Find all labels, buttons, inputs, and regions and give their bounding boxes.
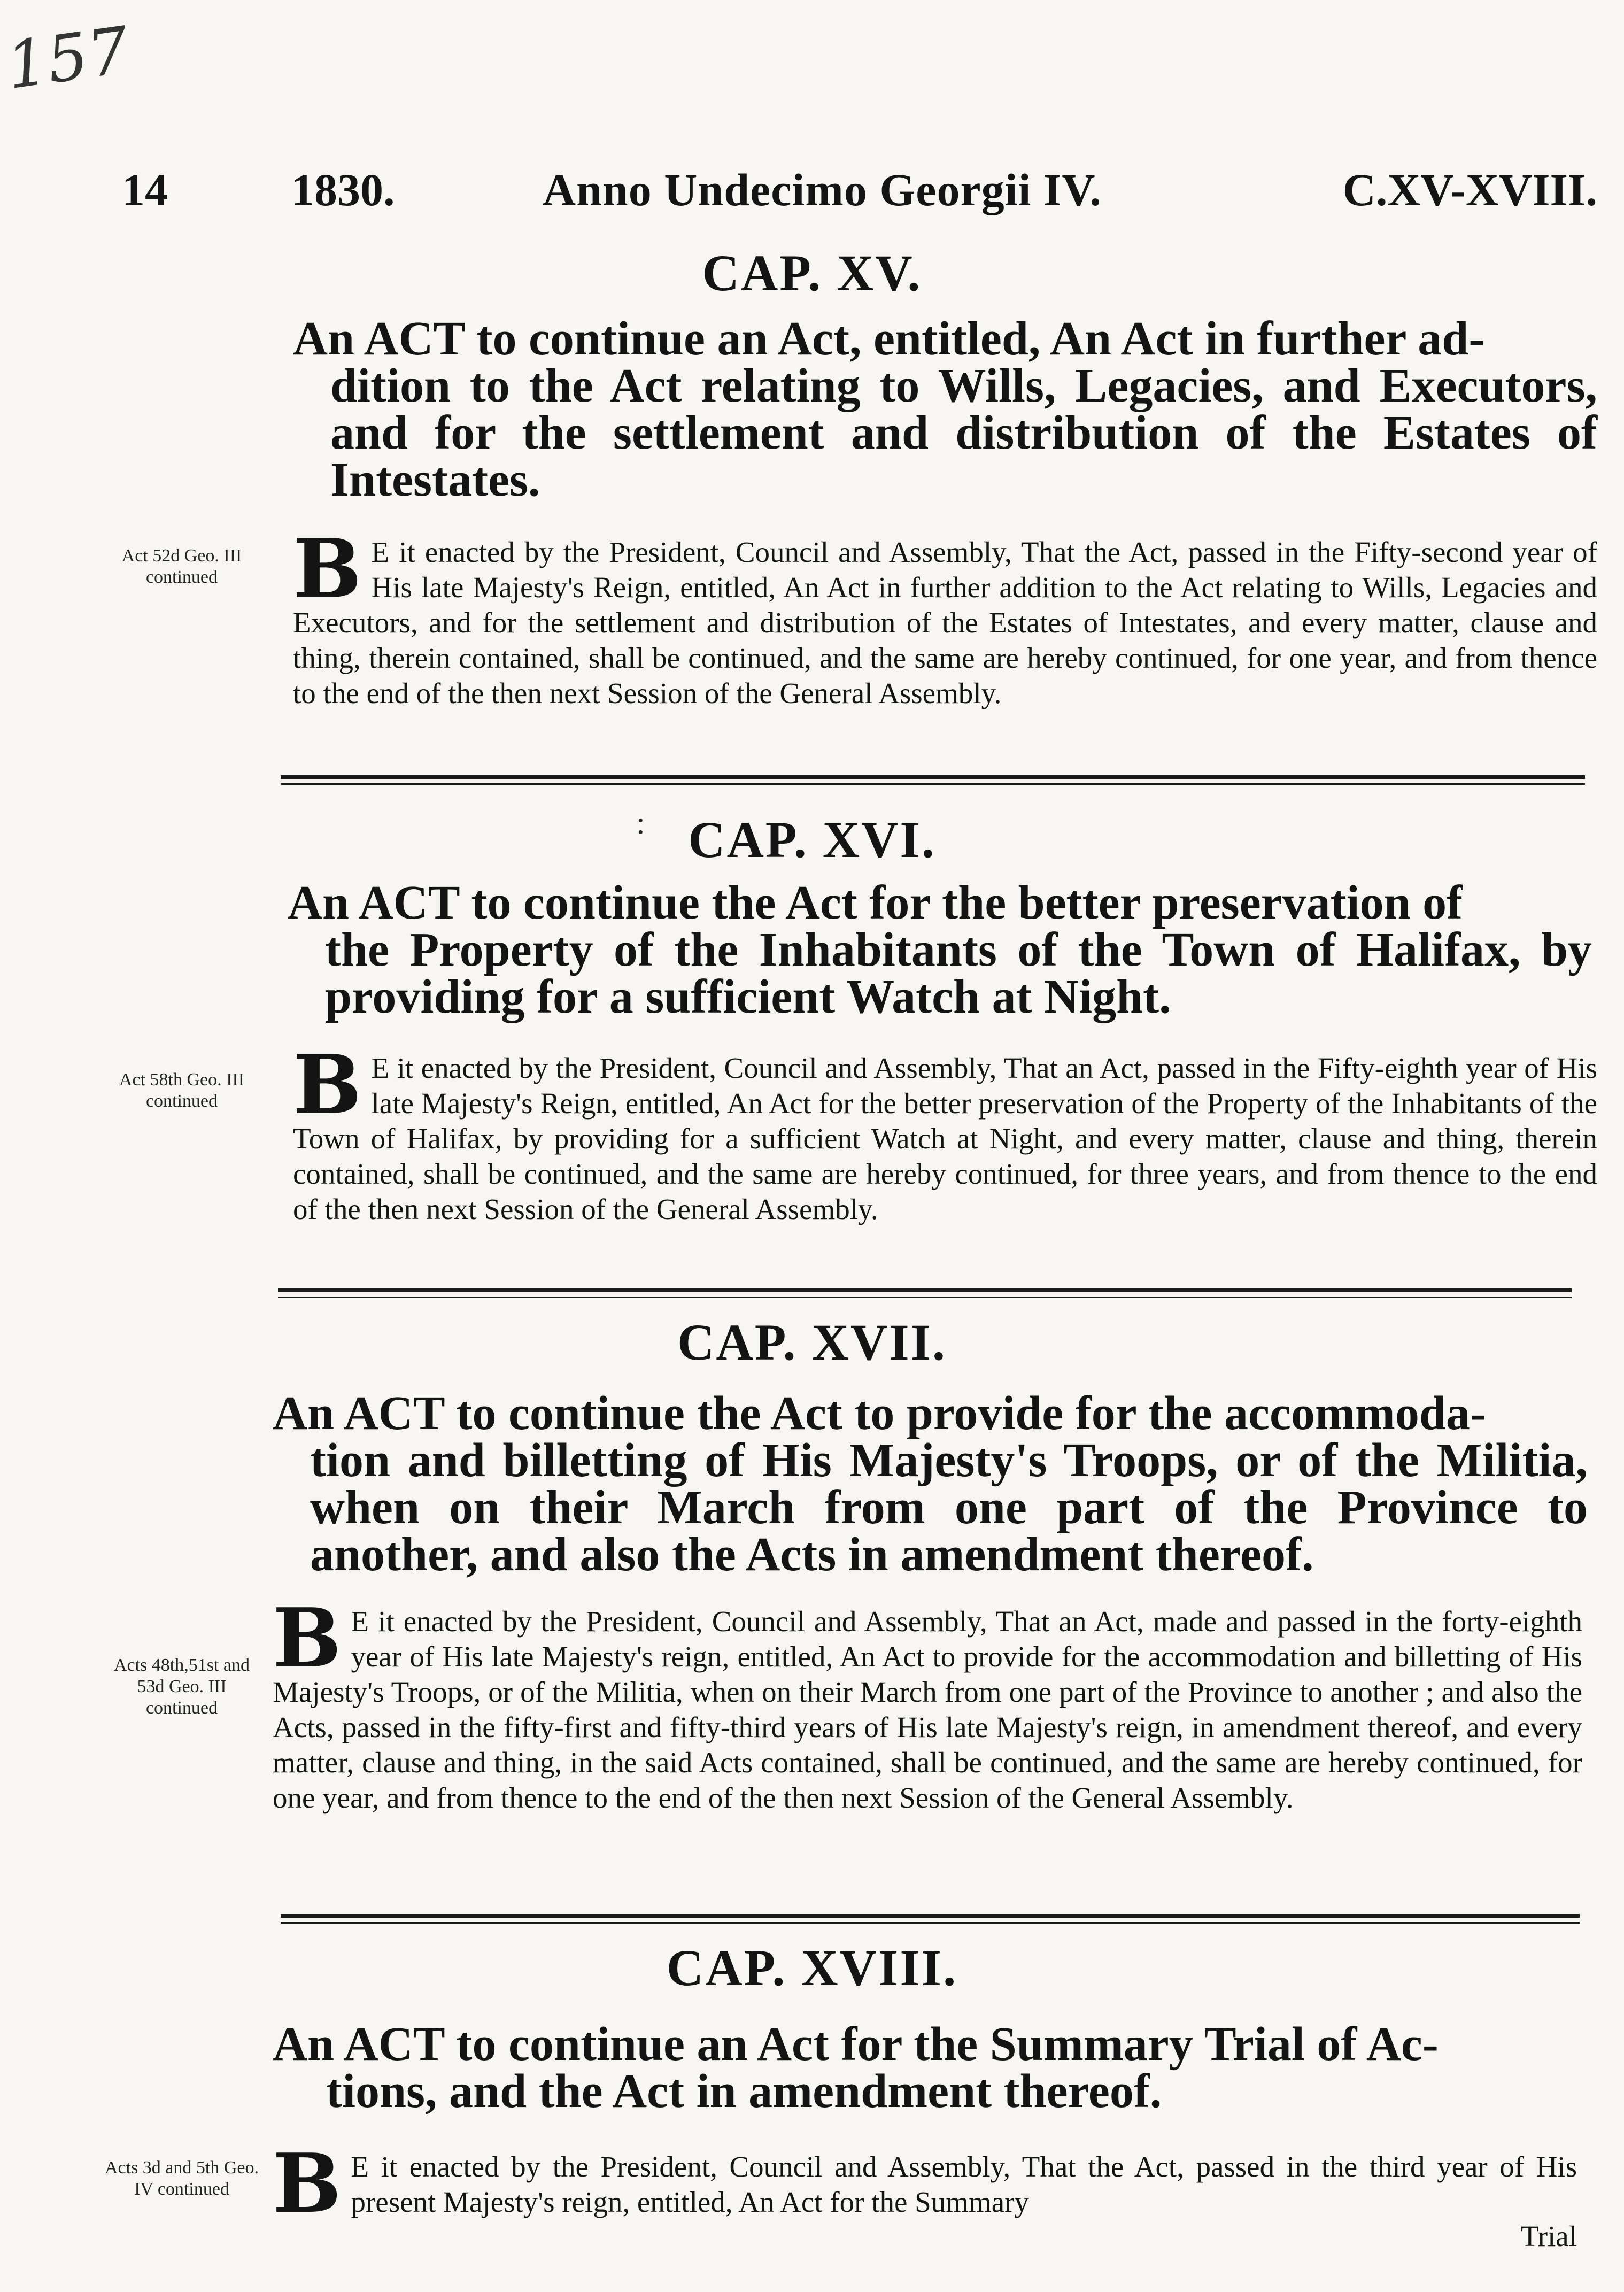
act-title-rest: the Property of the Inhabitants of the Town of Halifax, by providing for a sufficient Watch at Night. (325, 923, 1592, 1023)
clause-text: E it enacted by the President, Council and Assembly, That an Act, passed in the Fifty-eighth year of His late Majesty's Reign, entitled, An Act for the better preservation of the Property of the Inhabitants of the Town of Halifax, by providing for a sufficient Watch at Night, and every matter, clause and thing, therein contained, shall be continued, and the same are hereby continued, for three years, and from thence to the end of the then next Session of the General Assembly. (293, 1052, 1597, 1225)
margin-note-15: Act 52d Geo. III continued (121, 546, 242, 587)
margin-note-18: Acts 3d and 5th Geo. IV continued (104, 2158, 259, 2199)
pencil-folio-note: 157 (2, 13, 134, 104)
section-divider (281, 1914, 1580, 1924)
clause-text: E it enacted by the President, Council and Assembly, That an Act, made and passed in the forty-eighth year of His late Majesty's reign, entitled, An Act to provide for the accommodation and billetting of His Majesty's Troops, or of the Militia, when on their March from one part of the Province to another ; and also the Acts, passed in the fifty-first and fifty-third years of His late Majesty's reign, in amendment thereof, and every matter, clause and thing, in the said Acts contained, shall be continued, and the same are hereby continued, for one year, and from thence to the end of the then next Session of the General Assembly. (273, 1605, 1582, 1814)
act-title-rest: tions, and the Act in amendment thereof. (326, 2065, 1162, 2118)
drop-cap: B (273, 2135, 342, 2231)
act-title-line: An ACT to continue an Act, entitled, An Act in further ad- (293, 312, 1485, 365)
running-head (0, 163, 1624, 233)
act-title-16 (288, 876, 1592, 1023)
act-title-18 (273, 2018, 1577, 2118)
chapter-heading-17: CAP. XVII. (677, 1314, 947, 1371)
running-title: Anno Undecimo Georgii IV. (543, 164, 1102, 215)
margin-note-17: Acts 48th,51st and 53d Geo. III continued (113, 1655, 250, 1718)
act-title-rest: dition to the Act relating to Wills, Legacies, and Executors, and for the settlement and distribution of the Estates of Intestates. (330, 359, 1597, 506)
enacting-clause-18 (273, 2135, 1577, 2231)
page-number: 14 (122, 164, 168, 215)
act-title-15 (293, 312, 1597, 506)
stray-mark: : (636, 805, 645, 840)
chapter-heading-16: CAP. XVI. (688, 811, 936, 868)
drop-cap: B (293, 521, 362, 616)
section-divider (278, 1288, 1572, 1298)
chapter-heading-15: CAP. XV. (702, 244, 922, 302)
drop-cap: B (293, 1037, 362, 1132)
chapter-heading-18: CAP. XVIII. (666, 1939, 958, 1996)
clause-text: E it enacted by the President, Council and Assembly, That the Act, passed in the third year of His present Majesty's reign, entitled, An Act for the Summary (351, 2150, 1577, 2218)
clause-text: E it enacted by the President, Council and Assembly, That the Act, passed in the Fifty-second year of His late Majesty's Reign, entitled, An Act in further addition to the Act relating to Wills, Legacies and Executors, and for the settlement and distribution of the Estates of Intestates, and every matter, clause and thing, therein contained, shall be continued, and the same are hereby continued, for one year, and from thence to the end of the then next Session of the General Assembly. (293, 536, 1597, 709)
section-divider (281, 775, 1585, 785)
margin-note-16: Act 58th Geo. III continued (119, 1070, 245, 1111)
enacting-clause-16 (293, 1037, 1597, 1227)
drop-cap: B (273, 1590, 342, 1686)
act-title-line: An ACT to continue the Act for the better preservation of (288, 876, 1463, 929)
catchword: Trial (1521, 2220, 1577, 2252)
act-title-17 (273, 1387, 1588, 1581)
act-title-line: An ACT to continue the Act to provide for the accommoda- (273, 1387, 1486, 1440)
act-title-rest: tion and billetting of His Majesty's Troops, or of the Militia, when on their March from one part of the Province to another, and also the Acts in amendment thereof. (310, 1434, 1588, 1581)
year: 1830. (291, 164, 395, 215)
act-title-line: An ACT to continue an Act for the Summary Trial of Ac- (273, 2018, 1439, 2071)
chapter-range: C.XV-XVIII. (1342, 164, 1597, 215)
enacting-clause-17 (273, 1590, 1582, 1816)
enacting-clause-15 (293, 521, 1597, 711)
